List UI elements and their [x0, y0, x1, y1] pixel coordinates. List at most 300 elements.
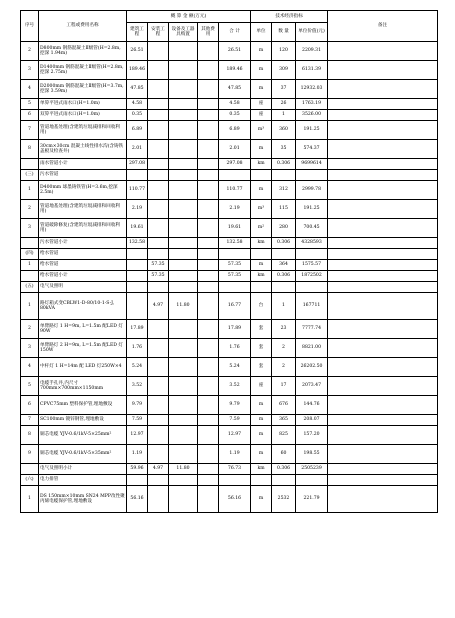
cell-seq: 5 — [21, 99, 39, 110]
cell-installation — [148, 159, 169, 170]
cell-other — [198, 110, 219, 121]
cell-equipment — [169, 121, 198, 140]
cell-installation — [148, 377, 169, 396]
cell-remarks — [328, 110, 438, 121]
cell-seq — [21, 271, 39, 282]
cell-quantity: 280 — [272, 219, 296, 238]
cell-quantity: 1 — [272, 293, 296, 320]
empty-cell — [272, 475, 296, 486]
cell-total: 4.58 — [219, 99, 251, 110]
cell-installation — [148, 238, 169, 249]
empty-cell — [296, 282, 328, 293]
cell-remarks — [328, 121, 438, 140]
cell-installation — [148, 320, 169, 339]
cell-equipment — [169, 110, 198, 121]
empty-cell — [328, 249, 438, 260]
section-row — [21, 282, 438, 293]
cell-installation — [148, 396, 169, 415]
cell-seq: 4 — [21, 358, 39, 377]
cell-total: 76.73 — [219, 464, 251, 475]
cell-quantity: 364 — [272, 260, 296, 271]
empty-cell — [219, 282, 251, 293]
cell-name: 铜芯电缆 YJV-0.6/1kV-5×35mm² — [39, 445, 127, 464]
cell-unit: 座 — [251, 99, 272, 110]
cell-other — [198, 415, 219, 426]
cell-unit-price: 1763.19 — [296, 99, 328, 110]
cell-seq: 2 — [21, 200, 39, 219]
table-row — [21, 140, 438, 159]
table-row — [21, 110, 438, 121]
cell-unit: m — [251, 426, 272, 445]
cell-total: 16.77 — [219, 293, 251, 320]
section-title: 给水管道 — [39, 249, 127, 260]
table-row — [21, 99, 438, 110]
cell-unit-price: 9699614 — [296, 159, 328, 170]
cell-quantity: 1 — [272, 110, 296, 121]
cell-other — [198, 358, 219, 377]
cell-name: SC100mm 镀锌钢管,埋地敷设 — [39, 415, 127, 426]
cell-construction: 297.08 — [127, 159, 148, 170]
cell-other — [198, 445, 219, 464]
cell-quantity: 2 — [272, 339, 296, 358]
cell-unit-price: 167711 — [296, 293, 328, 320]
cell-remarks — [328, 219, 438, 238]
cell-unit-price: 6131.39 — [296, 61, 328, 80]
cell-remarks — [328, 415, 438, 426]
cell-unit-price: 157.20 — [296, 426, 328, 445]
cell-construction: 1.76 — [127, 339, 148, 358]
cell-unit: 台 — [251, 293, 272, 320]
cell-total: 26.51 — [219, 42, 251, 61]
subtotal-row — [21, 238, 438, 249]
empty-cell — [272, 282, 296, 293]
empty-cell — [328, 170, 438, 181]
empty-cell — [272, 170, 296, 181]
table-row — [21, 61, 438, 80]
cell-name: 雨水管道小计 — [39, 159, 127, 170]
cell-unit: m — [251, 181, 272, 200]
cell-seq — [21, 464, 39, 475]
empty-cell — [169, 475, 198, 486]
cell-other — [198, 486, 219, 513]
cell-remarks — [328, 159, 438, 170]
cell-construction: 189.46 — [127, 61, 148, 80]
header-equipment: 设备及工器具购置 — [169, 23, 198, 42]
cell-installation — [148, 486, 169, 513]
cell-installation — [148, 426, 169, 445]
cell-unit: 套 — [251, 358, 272, 377]
cell-total: 0.35 — [219, 110, 251, 121]
cell-unit-price: 12932.03 — [296, 80, 328, 99]
empty-cell — [198, 170, 219, 181]
cell-construction: 9.79 — [127, 396, 148, 415]
cell-unit-price: 8821.00 — [296, 339, 328, 358]
cell-equipment — [169, 181, 198, 200]
cell-construction: 4.58 — [127, 99, 148, 110]
cell-total: 57.35 — [219, 260, 251, 271]
cell-quantity: 312 — [272, 181, 296, 200]
cell-seq: 6 — [21, 396, 39, 415]
cell-name: 路灯箱式变CBLW1-D-80/10-1-S-J, 80kVA — [39, 293, 127, 320]
cell-quantity: 37 — [272, 80, 296, 99]
cell-unit: m — [251, 396, 272, 415]
cell-total: 1.76 — [219, 339, 251, 358]
cell-other — [198, 42, 219, 61]
header-quantity: 数 量 — [272, 23, 296, 42]
cell-quantity: 0.306 — [272, 464, 296, 475]
cell-unit: m — [251, 415, 272, 426]
empty-cell — [198, 475, 219, 486]
cell-remarks — [328, 200, 438, 219]
empty-cell — [198, 249, 219, 260]
cell-other — [198, 271, 219, 282]
empty-cell — [296, 475, 328, 486]
cell-equipment — [169, 396, 198, 415]
cell-installation — [148, 140, 169, 159]
empty-cell — [169, 170, 198, 181]
cell-seq — [21, 159, 39, 170]
cell-name: 铜芯电缆 YJV-0.6/1kV-5×25mm² — [39, 426, 127, 445]
cell-construction: 12.97 — [127, 426, 148, 445]
cell-other — [198, 80, 219, 99]
section-seq: (四) — [21, 249, 39, 260]
cell-unit-price: 574.37 — [296, 140, 328, 159]
cell-total: 2.19 — [219, 200, 251, 219]
cell-remarks — [328, 61, 438, 80]
cell-total: 2.01 — [219, 140, 251, 159]
cell-total: 12.97 — [219, 426, 251, 445]
table-row — [21, 293, 438, 320]
cell-unit-price: 7777.74 — [296, 320, 328, 339]
cell-seq: 8 — [21, 426, 39, 445]
cell-other — [198, 200, 219, 219]
cell-construction: 1.19 — [127, 445, 148, 464]
cell-remarks — [328, 238, 438, 249]
cell-remarks — [328, 464, 438, 475]
cell-unit-price: 4328593 — [296, 238, 328, 249]
empty-cell — [251, 475, 272, 486]
table-row — [21, 219, 438, 238]
cell-unit: m — [251, 61, 272, 80]
cell-name: D800mm 钢筋混凝土Ⅱ级管(H=2.8m,挖深 1.94m) — [39, 42, 127, 61]
cell-construction: 2.01 — [127, 140, 148, 159]
cell-unit: m — [251, 42, 272, 61]
section-title: 污水管道 — [39, 170, 127, 181]
cell-installation — [148, 181, 169, 200]
table-row — [21, 200, 438, 219]
cell-unit-price: 2073.47 — [296, 377, 328, 396]
cell-seq: 7 — [21, 121, 39, 140]
cell-other — [198, 320, 219, 339]
cell-installation — [148, 99, 169, 110]
subtotal-row — [21, 159, 438, 170]
cell-other — [198, 339, 219, 358]
empty-cell — [272, 249, 296, 260]
subtotal-row — [21, 464, 438, 475]
cell-construction: 2.19 — [127, 200, 148, 219]
cell-equipment — [169, 219, 198, 238]
cell-quantity: 360 — [272, 121, 296, 140]
table-row — [21, 80, 438, 99]
cell-name: 污水管道小计 — [39, 238, 127, 249]
cell-unit: km — [251, 271, 272, 282]
cell-unit: km — [251, 159, 272, 170]
empty-cell — [251, 282, 272, 293]
table-row — [21, 121, 438, 140]
table-row — [21, 181, 438, 200]
cell-construction — [127, 293, 148, 320]
cell-total: 297.08 — [219, 159, 251, 170]
cell-name: 30cm×30cm 混凝土线性排水沟(含铸铁盖板及检查井) — [39, 140, 127, 159]
cell-equipment — [169, 339, 198, 358]
cell-name: 双箅平进式雨水口(H=1.0m) — [39, 110, 127, 121]
section-row — [21, 475, 438, 486]
cell-equipment — [169, 80, 198, 99]
cell-unit: m³ — [251, 121, 272, 140]
cell-total: 110.77 — [219, 181, 251, 200]
cell-unit: m — [251, 260, 272, 271]
cell-unit-price: 191.25 — [296, 200, 328, 219]
cell-unit: 座 — [251, 377, 272, 396]
cell-remarks — [328, 99, 438, 110]
cell-seq: 3 — [21, 219, 39, 238]
cell-quantity: 825 — [272, 426, 296, 445]
cell-name: 管道破除修复(含建筑垃圾减排和回收利用) — [39, 219, 127, 238]
header-unit-price: 单位价值(元) — [296, 23, 328, 42]
header-other: 其他费用 — [198, 23, 219, 42]
cell-construction: 56.16 — [127, 486, 148, 513]
cell-total: 189.46 — [219, 61, 251, 80]
cell-equipment — [169, 415, 198, 426]
cell-name: 给水管道 — [39, 260, 127, 271]
empty-cell — [127, 475, 148, 486]
empty-cell — [148, 170, 169, 181]
empty-cell — [219, 170, 251, 181]
section-row — [21, 170, 438, 181]
table-row — [21, 339, 438, 358]
cell-equipment — [169, 61, 198, 80]
empty-cell — [148, 249, 169, 260]
cell-quantity: 115 — [272, 200, 296, 219]
cell-equipment — [169, 200, 198, 219]
cell-quantity: 26 — [272, 99, 296, 110]
cell-installation — [148, 200, 169, 219]
table-row — [21, 42, 438, 61]
cell-equipment: 11.80 — [169, 464, 198, 475]
cell-name: 给水管道小计 — [39, 271, 127, 282]
cell-name: D1400mm 钢筋混凝土Ⅱ级管(H=2.8m,挖深 2.75m) — [39, 61, 127, 80]
cell-total: 19.61 — [219, 219, 251, 238]
table-row — [21, 426, 438, 445]
table-row — [21, 260, 438, 271]
cell-name: 管道地基处理(含建筑垃圾减排和回收利用) — [39, 121, 127, 140]
empty-cell — [127, 170, 148, 181]
cell-unit: m — [251, 140, 272, 159]
header-construction: 建筑工程 — [127, 23, 148, 42]
cell-remarks — [328, 42, 438, 61]
cell-seq: 2 — [21, 42, 39, 61]
cell-installation: 4.97 — [148, 464, 169, 475]
cell-installation: 4.97 — [148, 293, 169, 320]
empty-cell — [169, 249, 198, 260]
cell-unit-price: 208.07 — [296, 415, 328, 426]
cell-unit-price: 3526.00 — [296, 110, 328, 121]
cell-remarks — [328, 486, 438, 513]
empty-cell — [127, 282, 148, 293]
cell-remarks — [328, 80, 438, 99]
cell-remarks — [328, 445, 438, 464]
cell-other — [198, 426, 219, 445]
cell-seq — [21, 238, 39, 249]
cell-other — [198, 219, 219, 238]
cell-seq: 5 — [21, 377, 39, 396]
cell-equipment — [169, 445, 198, 464]
cell-name: DS 150mm×10mm SN24 MPP改性聚丙烯电缆保护管,埋地敷设 — [39, 486, 127, 513]
cell-unit-price: 221.79 — [296, 486, 328, 513]
cell-installation — [148, 445, 169, 464]
cell-equipment — [169, 238, 198, 249]
cell-installation — [148, 42, 169, 61]
table-row — [21, 445, 438, 464]
cell-total: 56.16 — [219, 486, 251, 513]
cell-name: 管道地基处理(含建筑垃圾减排和回收利用) — [39, 200, 127, 219]
empty-cell — [198, 282, 219, 293]
cell-quantity: 676 — [272, 396, 296, 415]
cell-equipment — [169, 42, 198, 61]
cell-other — [198, 159, 219, 170]
cell-equipment — [169, 486, 198, 513]
cell-other — [198, 377, 219, 396]
cell-installation — [148, 121, 169, 140]
cell-equipment — [169, 426, 198, 445]
cell-equipment — [169, 377, 198, 396]
cell-other — [198, 238, 219, 249]
cell-construction: 110.77 — [127, 181, 148, 200]
cell-quantity: 0.306 — [272, 238, 296, 249]
cell-seq: 6 — [21, 110, 39, 121]
cell-construction: 0.35 — [127, 110, 148, 121]
table-row — [21, 486, 438, 513]
cell-unit-price: 144.76 — [296, 396, 328, 415]
section-title: 电气及照明 — [39, 282, 127, 293]
cell-other — [198, 464, 219, 475]
cell-construction: 132.58 — [127, 238, 148, 249]
header-seq: 序号 — [21, 11, 39, 42]
cell-quantity: 60 — [272, 445, 296, 464]
section-title: 电力排管 — [39, 475, 127, 486]
cell-construction: 19.61 — [127, 219, 148, 238]
cell-construction — [127, 271, 148, 282]
cell-name: D400mm 球墨铸铁管(H=3.6m,挖深 2.5m) — [39, 181, 127, 200]
empty-cell — [148, 282, 169, 293]
section-seq: (三) — [21, 170, 39, 181]
table-row — [21, 415, 438, 426]
cell-construction: 59.96 — [127, 464, 148, 475]
cell-seq: 1 — [21, 181, 39, 200]
cell-total: 132.58 — [219, 238, 251, 249]
cell-name: 单臂路灯 1 H=9m, L=1.5m 配LED 灯 90W — [39, 320, 127, 339]
cell-total: 47.85 — [219, 80, 251, 99]
cell-quantity: 120 — [272, 42, 296, 61]
cell-seq: 8 — [21, 140, 39, 159]
header-name: 工程或费用名称 — [39, 11, 127, 42]
empty-cell — [296, 170, 328, 181]
cell-installation — [148, 219, 169, 238]
cell-unit: 座 — [251, 110, 272, 121]
cell-installation — [148, 358, 169, 377]
cell-remarks — [328, 339, 438, 358]
empty-cell — [148, 475, 169, 486]
cell-unit: 套 — [251, 320, 272, 339]
cell-unit: m — [251, 486, 272, 513]
cell-equipment — [169, 358, 198, 377]
cell-unit: km — [251, 238, 272, 249]
header-installation: 安装工程 — [148, 23, 169, 42]
cell-construction: 3.52 — [127, 377, 148, 396]
cell-total: 7.59 — [219, 415, 251, 426]
cell-remarks — [328, 426, 438, 445]
cell-other — [198, 121, 219, 140]
cell-name: 单箅平进式雨水口(H=1.0m) — [39, 99, 127, 110]
cell-seq: 3 — [21, 339, 39, 358]
cell-seq: 1 — [21, 486, 39, 513]
budget-table — [20, 10, 438, 513]
cell-total: 5.24 — [219, 358, 251, 377]
cell-installation — [148, 110, 169, 121]
empty-cell — [219, 475, 251, 486]
cell-remarks — [328, 320, 438, 339]
table-row — [21, 396, 438, 415]
cell-unit-price: 1575.57 — [296, 260, 328, 271]
table-row — [21, 358, 438, 377]
table-row — [21, 377, 438, 396]
empty-cell — [328, 475, 438, 486]
cell-name: 单臂路灯 2 H=9m, L=1.5m 配LED 灯 150W — [39, 339, 127, 358]
cell-equipment — [169, 271, 198, 282]
cell-total: 6.89 — [219, 121, 251, 140]
cell-remarks — [328, 358, 438, 377]
cell-unit-price: 191.25 — [296, 121, 328, 140]
cell-unit: km — [251, 464, 272, 475]
cell-equipment — [169, 159, 198, 170]
cell-installation — [148, 339, 169, 358]
cell-name: D2000mm 钢筋混凝土Ⅱ级管(H=3.7m,挖深 3.59m) — [39, 80, 127, 99]
cell-quantity: 23 — [272, 320, 296, 339]
cell-equipment: 11.80 — [169, 293, 198, 320]
header-row — [21, 11, 438, 23]
cell-installation — [148, 415, 169, 426]
cell-remarks — [328, 377, 438, 396]
cell-unit: m — [251, 80, 272, 99]
cell-installation: 57.35 — [148, 271, 169, 282]
cell-construction: 5.24 — [127, 358, 148, 377]
cell-construction: 6.89 — [127, 121, 148, 140]
section-row — [21, 249, 438, 260]
cell-remarks — [328, 396, 438, 415]
header-total: 合 计 — [219, 23, 251, 42]
cell-unit-price: 700.45 — [296, 219, 328, 238]
cell-quantity: 2532 — [272, 486, 296, 513]
cell-quantity: 0.306 — [272, 159, 296, 170]
cell-total: 3.52 — [219, 377, 251, 396]
section-seq: (六) — [21, 475, 39, 486]
cell-quantity: 365 — [272, 415, 296, 426]
cell-installation — [148, 80, 169, 99]
cell-equipment — [169, 260, 198, 271]
cell-construction: 26.51 — [127, 42, 148, 61]
cell-other — [198, 99, 219, 110]
header-remarks: 备注 — [328, 11, 438, 42]
